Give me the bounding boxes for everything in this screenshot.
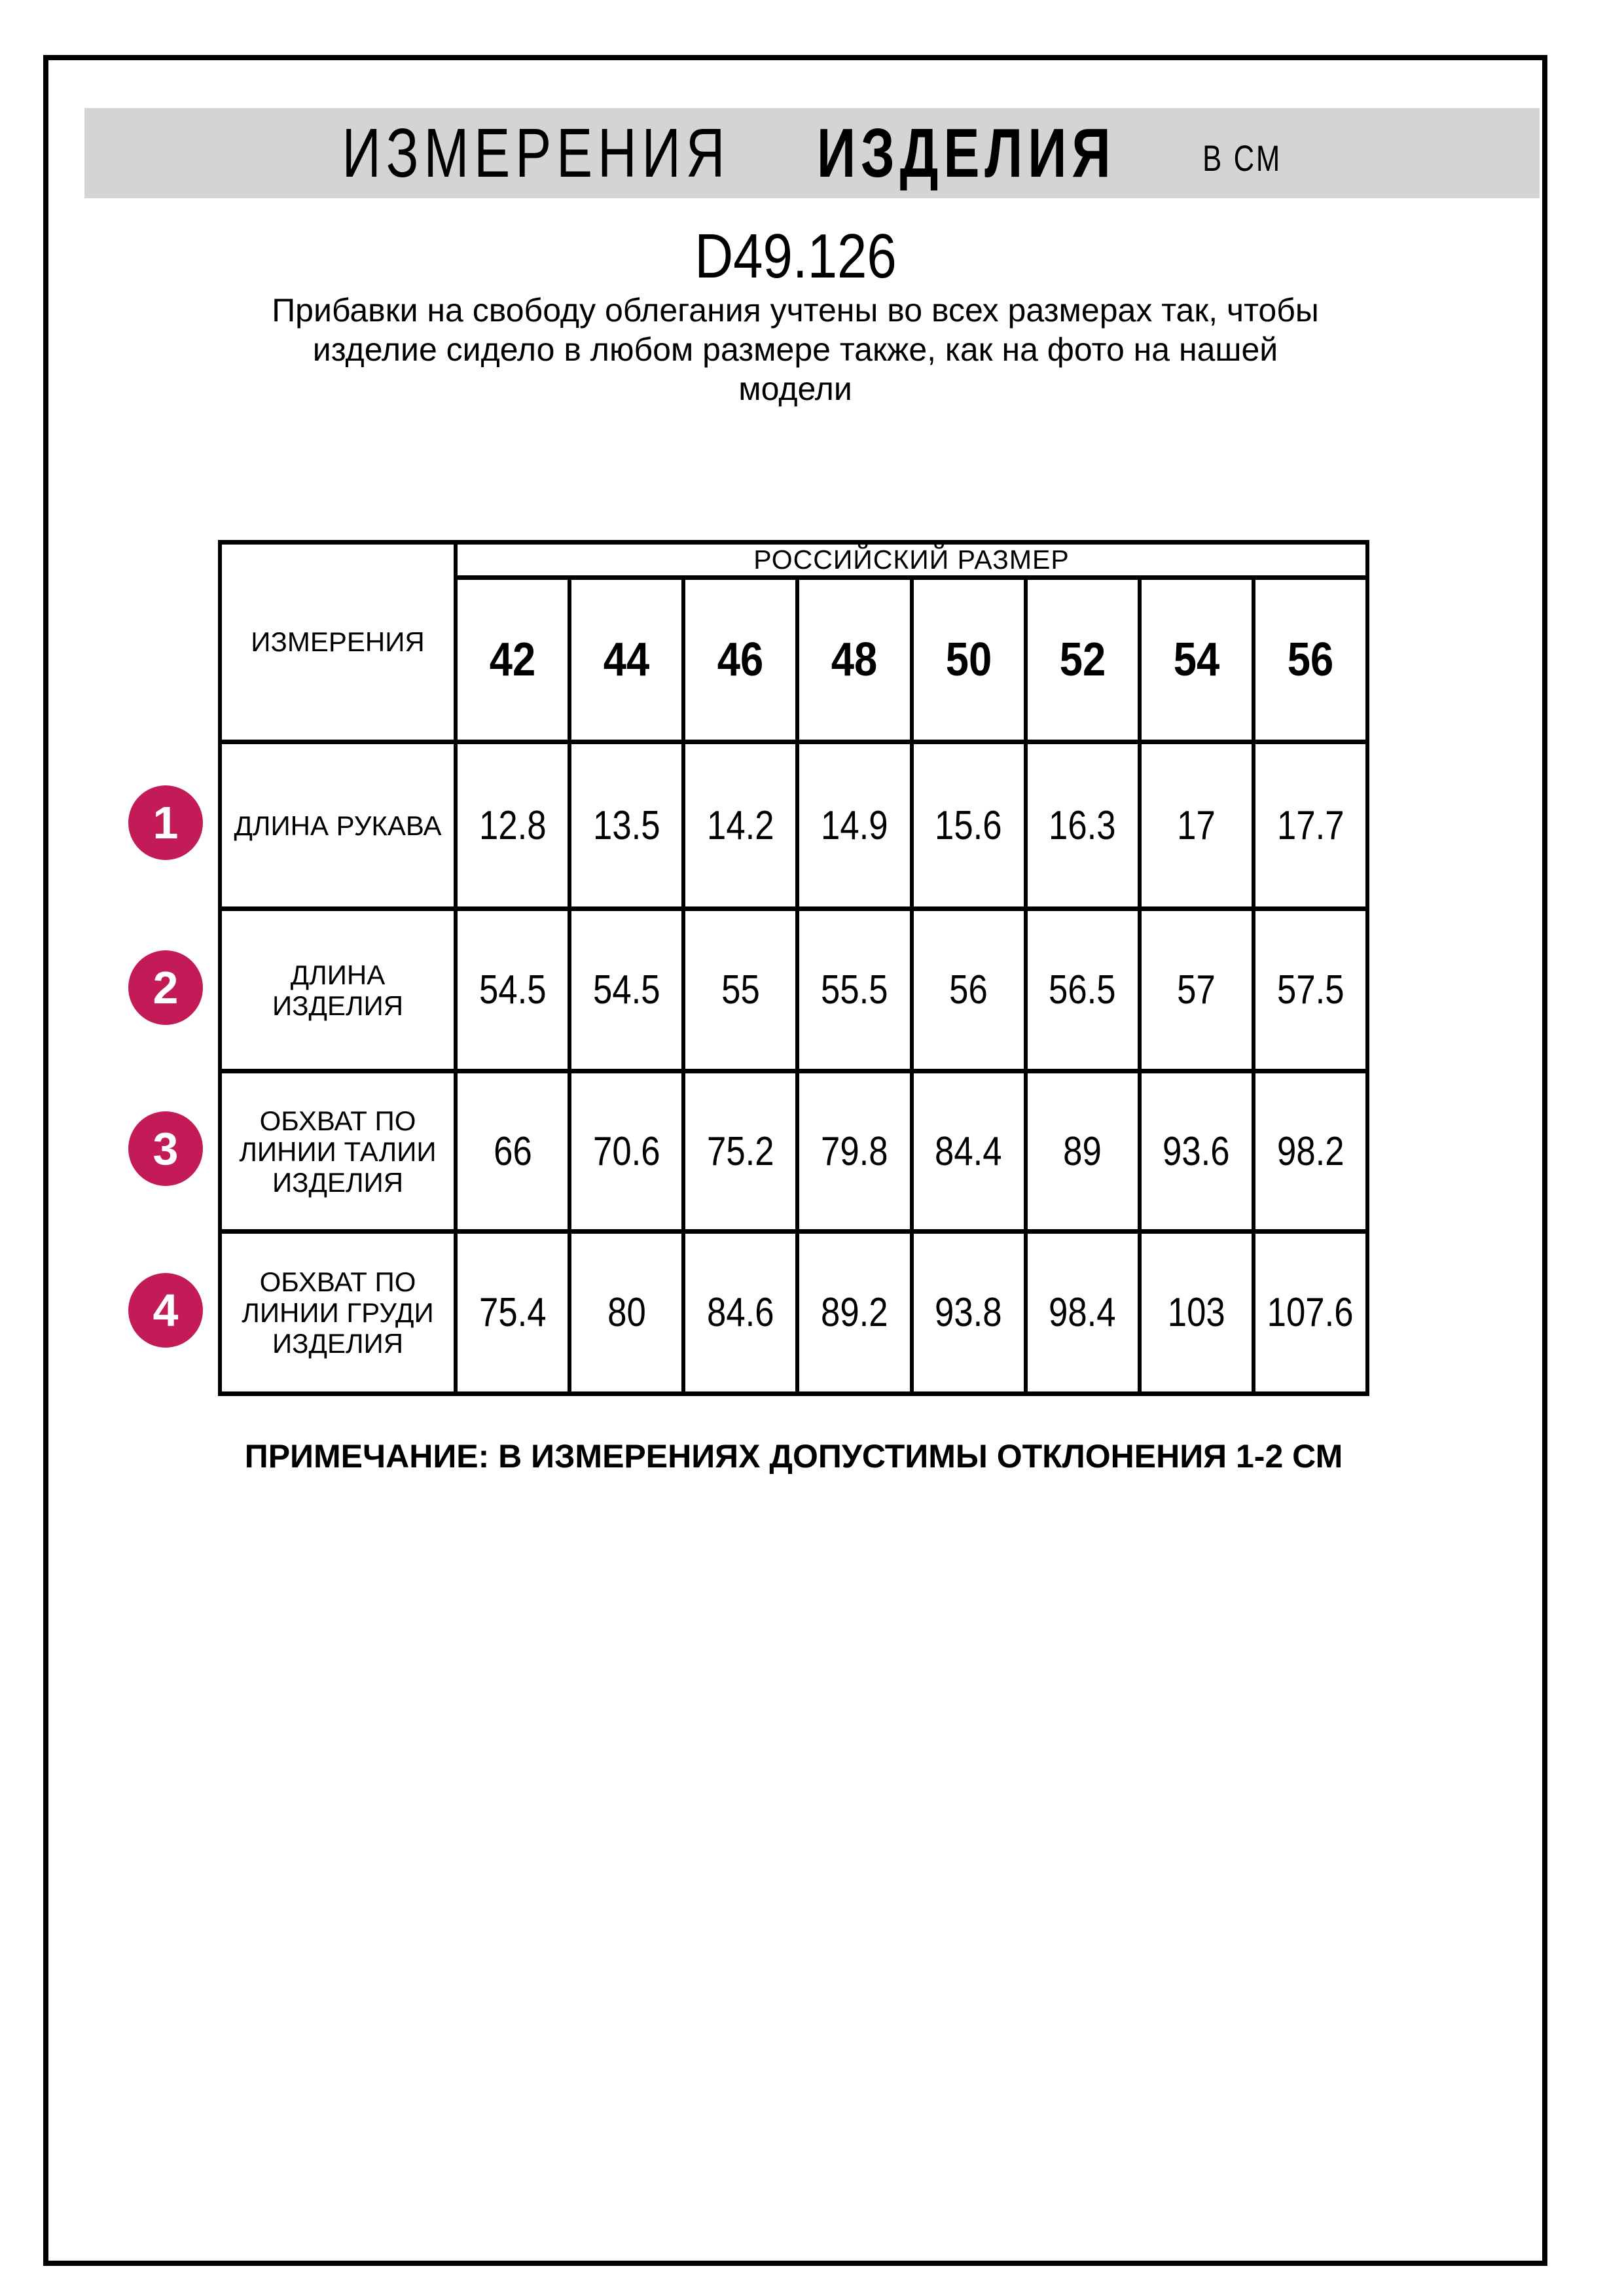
- table-row: [220, 909, 1367, 1071]
- size-table: [218, 540, 1369, 1396]
- row-number-badge: 1: [128, 785, 203, 860]
- measurement-value: 98.4: [1026, 1232, 1140, 1394]
- table-row: [220, 742, 1367, 909]
- size-column-header: 52: [1026, 578, 1140, 742]
- measurement-value: 55.5: [797, 909, 911, 1071]
- measurement-value: 84.4: [912, 1071, 1026, 1232]
- measurement-value: 56.5: [1026, 909, 1140, 1071]
- size-column-header: 48: [797, 578, 911, 742]
- size-column-header: 46: [683, 578, 797, 742]
- measurement-value: 12.8: [456, 742, 569, 909]
- size-column-header: 56: [1254, 578, 1367, 742]
- measurement-value: 70.6: [569, 1071, 683, 1232]
- table-row: [220, 1232, 1367, 1394]
- intro-line: модели: [738, 370, 852, 407]
- row-number-badge: 4: [128, 1273, 203, 1348]
- measurement-value: 98.2: [1254, 1071, 1367, 1232]
- model-code-text: D49.126: [694, 221, 897, 291]
- size-column-header: 44: [569, 578, 683, 742]
- measurement-value: 89.2: [797, 1232, 911, 1394]
- title-banner-text-group: [342, 114, 1282, 193]
- row-number-badge: 3: [128, 1111, 203, 1186]
- measurement-value: 75.4: [456, 1232, 569, 1394]
- measurement-value: 16.3: [1026, 742, 1140, 909]
- measurement-value: 79.8: [797, 1071, 911, 1232]
- measurement-value: 80: [569, 1232, 683, 1394]
- measurement-value: 13.5: [569, 742, 683, 909]
- intro-line: изделие сидело в любом размере также, как на фото на нашей: [312, 331, 1278, 368]
- intro-line: Прибавки на свободу облегания учтены во всех размерах так, чтобы: [272, 292, 1319, 329]
- measurement-value: 17.7: [1254, 742, 1367, 909]
- measurements-column-header: ИЗМЕРЕНИЯ: [220, 543, 456, 742]
- measurement-value: 15.6: [912, 742, 1026, 909]
- measurement-value: 54.5: [456, 909, 569, 1071]
- measurement-label: ОБХВАТ ПО ЛИНИИ ТАЛИИ ИЗДЕЛИЯ: [220, 1071, 456, 1232]
- measurement-value: 66: [456, 1071, 569, 1232]
- measurement-value: 89: [1026, 1071, 1140, 1232]
- measurement-value: 14.9: [797, 742, 911, 909]
- measurement-value: 55: [683, 909, 797, 1071]
- row-number-badge: 2: [128, 950, 203, 1025]
- banner-title-measurements: ИЗМЕРЕНИЯ: [342, 114, 731, 192]
- title-banner: [84, 108, 1540, 198]
- measurement-value: 56: [912, 909, 1026, 1071]
- size-column-header: 54: [1140, 578, 1254, 742]
- measurement-value: 103: [1140, 1232, 1254, 1394]
- intro-paragraph: [43, 291, 1547, 408]
- banner-title-product: ИЗДЕЛИЯ: [816, 114, 1116, 192]
- measurement-value: 93.6: [1140, 1071, 1254, 1232]
- size-group-header: РОССИЙСКИЙ РАЗМЕР: [456, 543, 1367, 578]
- measurement-value: 14.2: [683, 742, 797, 909]
- table-row: [220, 1071, 1367, 1232]
- measurement-value: 84.6: [683, 1232, 797, 1394]
- measurement-value: 17: [1140, 742, 1254, 909]
- measurement-value: 93.8: [912, 1232, 1026, 1394]
- size-group-header-row: [220, 543, 1367, 578]
- measurement-value: 57: [1140, 909, 1254, 1071]
- size-column-header: 50: [912, 578, 1026, 742]
- size-column-header: 42: [456, 578, 569, 742]
- measurement-label: ДЛИНА РУКАВА: [220, 742, 456, 909]
- measurement-value: 107.6: [1254, 1232, 1367, 1394]
- measurement-label: ОБХВАТ ПО ЛИНИИ ГРУДИ ИЗДЕЛИЯ: [220, 1232, 456, 1394]
- banner-units-label: В СМ: [1202, 137, 1282, 179]
- model-code: [43, 223, 1547, 291]
- measurement-value: 75.2: [683, 1071, 797, 1232]
- measurement-label: ДЛИНА ИЗДЕЛИЯ: [220, 909, 456, 1071]
- measurement-value: 57.5: [1254, 909, 1367, 1071]
- note-text: ПРИМЕЧАНИЕ: В ИЗМЕРЕНИЯХ ДОПУСТИМЫ ОТКЛОНЕНИЯ 1-2 СМ: [244, 1438, 1343, 1475]
- measurement-value: 54.5: [569, 909, 683, 1071]
